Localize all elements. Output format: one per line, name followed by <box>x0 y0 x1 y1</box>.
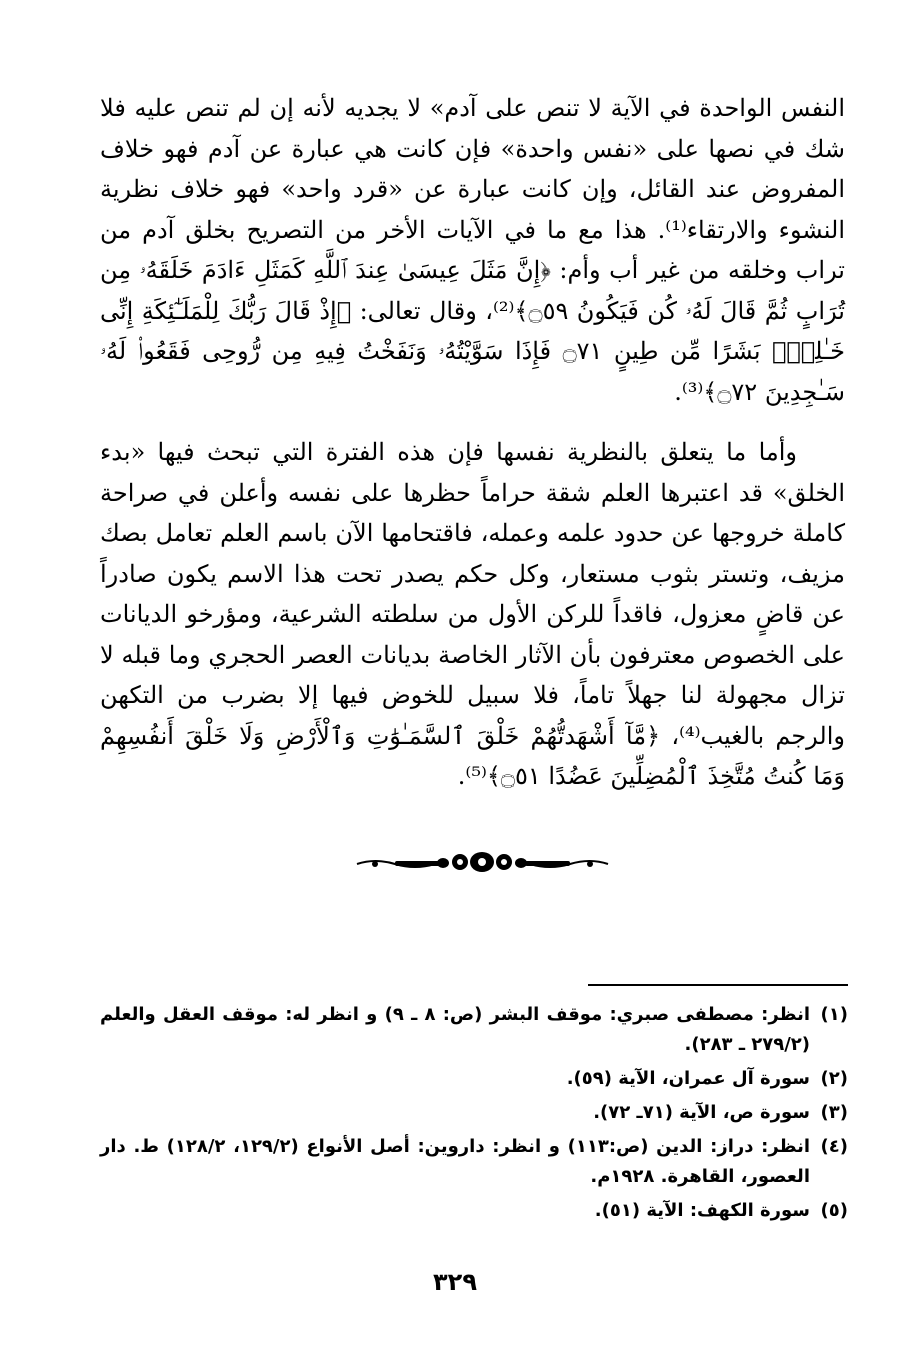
footnote-number: (٥) <box>820 1200 848 1221</box>
footnote-2 <box>100 1064 848 1094</box>
main-text <box>100 88 845 797</box>
footnote-number: (٤) <box>820 1136 848 1157</box>
footnote-1 <box>100 1000 848 1060</box>
footnote-3 <box>100 1098 848 1128</box>
footnote-text: انظر: دراز: الدين (ص:١١٣) و انظر: داروين: أصل الأنواع (١٢٩/٢، ١٢٨/٢) ط. دار العصور، القاهرة. ١٩٢٨م. <box>100 1136 811 1187</box>
footnote-number: (٢) <box>820 1068 848 1089</box>
footnote-5 <box>100 1196 848 1226</box>
decorative-divider-icon <box>355 848 610 876</box>
footnote-text: سورة آل عمران، الآية (٥٩). <box>566 1068 810 1089</box>
footnote-text: سورة الكهف: الآية (٥١). <box>594 1200 810 1221</box>
paragraph-1: النفس الواحدة في الآية لا تنص على آدم» لا يجديه لأنه إن لم تنص عليه فلا شك في نصها على «نفس واحدة» فإن كانت هي عبارة عن آدم فهو خلاف المفروض عند القائل، وإن كانت عبارة عن «قرد واحد» فهو خلاف نظرية النشوء والارتقاء⁽¹⁾. هذا مع ما في الآيات الأخر من التصريح بخلق آدم من تراب وخلقه من غير أب وأم: ﴿إِنَّ مَثَلَ عِيسَىٰ عِندَ ٱللَّهِ كَمَثَلِ ءَادَمَ خَلَقَهُۥ مِن تُرَابٍ ثُمَّ قَالَ لَهُۥ كُن فَيَكُونُ ۝٥٩﴾⁽²⁾، وقال تعالى: ﴿إِذْ قَالَ رَبُّكَ لِلْمَلَـٰٓئِكَةِ إِنِّى خَـٰلِقٌۢ بَشَرًا مِّن طِينٍ ۝٧١ فَإِذَا سَوَّيْتُهُۥ وَنَفَخْتُ فِيهِ مِن رُّوحِى فَقَعُوا۟ لَهُۥ سَـٰجِدِينَ ۝٧٢﴾⁽³⁾. <box>100 94 845 406</box>
footnotes <box>100 1000 848 1230</box>
footnote-number: (٣) <box>820 1102 848 1123</box>
footnote-text: سورة ص، الآية (٧١ـ ٧٢). <box>593 1102 810 1123</box>
paragraph-2: وأما ما يتعلق بالنظرية نفسها فإن هذه الفترة التي تبحث فيها «بدء الخلق» قد اعتبرها العلم شقة حراماً حظرها على نفسه وأعلن في صراحة كاملة خروجها عن حدود علمه وعمله، فاقتحامها الآن باسم العلم تعامل بصك مزيف، وتستر بثوب مستعار، وكل حكم يصدر تحت هذا الاسم يكون صادراً عن قاضٍ معزول، فاقداً للركن الأول من سلطته الشرعية، ومؤرخو الديانات على الخصوص معترفون بأن الآثار الخاصة بديانات العصر الحجري وما قبله لا تزال مجهولة لنا جهلاً تاماً، فلا سبيل للخوض فيها إلا بضرب من التكهن والرجم بالغيب⁽⁴⁾، ﴿مَّآ أَشْهَدتُّهُمْ خَلْقَ ٱلسَّمَـٰوَٰتِ وَٱلْأَرْضِ وَلَا خَلْقَ أَنفُسِهِمْ وَمَا كُنتُ مُتَّخِذَ ٱلْمُضِلِّينَ عَضُدًا ۝٥١﴾⁽⁵⁾. <box>100 438 845 790</box>
footnote-4 <box>100 1132 848 1192</box>
footnote-separator <box>588 984 848 986</box>
footnote-number: (١) <box>820 1004 848 1025</box>
footnote-text: انظر: مصطفى صبري: موقف البشر (ص: ٨ ـ ٩) و انظر له: موقف العقل والعلم (٢٧٩/٢ ـ ٢٨٣). <box>100 1004 811 1055</box>
page-number: ٣٢٩ <box>433 1268 477 1296</box>
